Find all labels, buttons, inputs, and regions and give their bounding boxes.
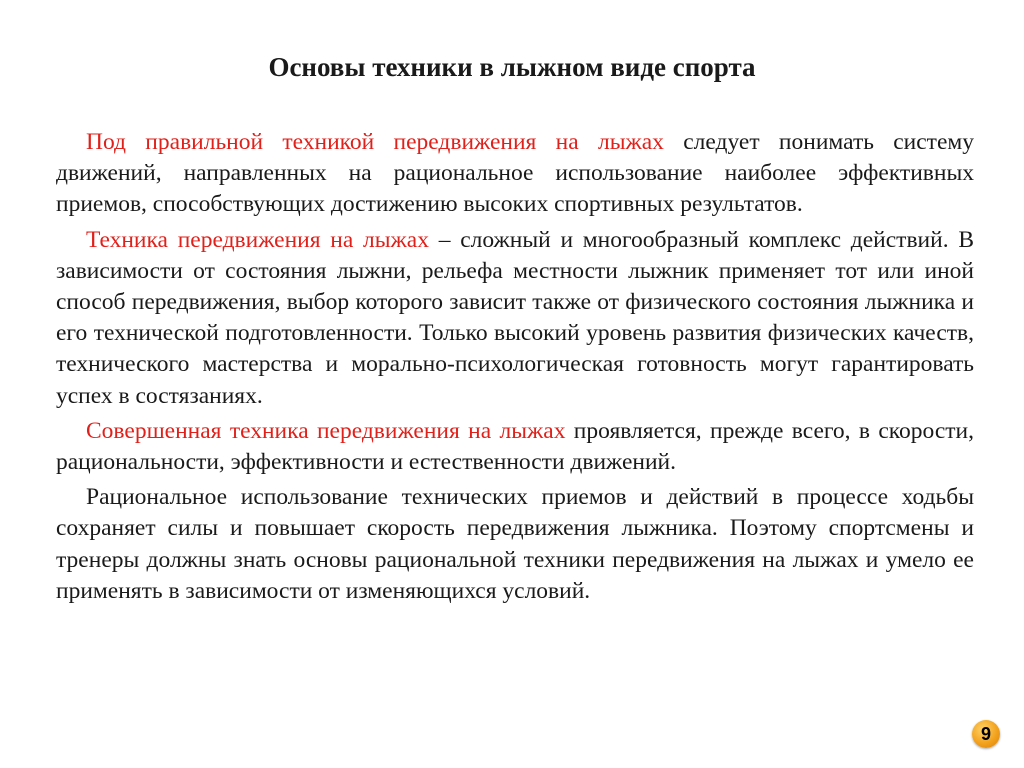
paragraph-definition: [56, 127, 974, 221]
paragraph-text: – сложный и многообразный комплекс действий. В зависимости от состояния лыжни, рельефа местности лыжник применяет тот или иной способ передвижения, выбор которого зависит также от физического состояния лыжника и его технической подготовленности. Только высокий уровень развития физических качеств, технического мастерства и морально-психологическая готовность могут гарантировать успех в состязаниях.: [56, 226, 974, 409]
paragraph-text: проявляется, прежде всего, в скорости, рациональности, эффективности и естественности движений.: [56, 417, 974, 476]
paragraph-text: Рациональное использование технических приемов и действий в процессе ходьбы сохраняет силы и повышает скорость передвижения лыжника. Поэтому спортсмены и тренеры должны знать основы рациональной техники передвижения на лыжах и умело ее применять в зависимости от изменяющихся условий.: [56, 484, 974, 604]
slide-body: [56, 127, 974, 768]
paragraph-perfect-technique: [56, 416, 974, 478]
paragraph-technique: [56, 225, 974, 412]
paragraph-rational-use: [56, 482, 974, 607]
highlighted-term: Техника передвижения на лыжах: [86, 226, 429, 253]
slide-title: Основы техники в лыжном виде спорта: [268, 52, 756, 82]
highlighted-term: Под правильной техникой передвижения на лыжах: [86, 129, 664, 155]
page-number-badge: 9: [972, 720, 1000, 748]
paragraph-text: следует понимать систему движений, направленных на рациональное использование наиболее эффективных приемов, способствующих достижению высоких спортивных результатов.: [56, 129, 974, 218]
highlighted-term: Совершенная техника передвижения на лыжах: [86, 417, 566, 444]
